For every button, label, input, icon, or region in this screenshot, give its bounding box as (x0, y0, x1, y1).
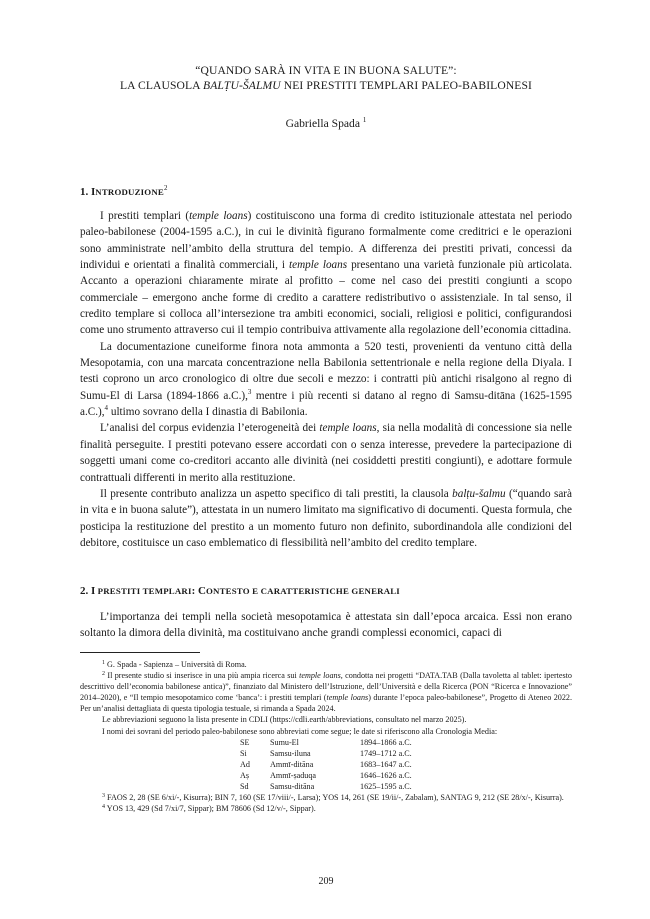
kings-table (240, 737, 412, 792)
paragraph: Il presente contributo analizza un aspetto specifico di tali prestiti, la clausola balṭu-šalmu (“quando sarà in vita e in buona salute”), attestata in un numero limitato ma significativo di documenti. Questa formula, che posticipa la restituzione del prestito a un momento futuro non definito, subordinandola alle condizioni del debitore, costituisce un caso emblematico di flessibilità nell’ambito del credito templare. (80, 487, 572, 549)
footnote-ref[interactable]: 3 (247, 387, 252, 396)
footnote-kings-intro: I nomi dei sovrani del periodo paleo-babilonese sono abbreviati come segue; le date si riferiscono alla Cronologia Media: (102, 726, 498, 736)
title-line-2: LA CLAUSOLA BALṬU-ŠALMU NEI PRESTITI TEMPLARI PALEO-BABILONESI (120, 79, 532, 92)
title-line-1: “QUANDO SARÀ IN VITA E IN BUONA SALUTE”: (195, 64, 457, 77)
article-title (80, 63, 572, 93)
footnotes (80, 659, 572, 814)
section-2-body (80, 609, 572, 642)
footnote-4: $^4$ YOS 13, 429 (Sd 7/xi/7, Sippar); BM 78606 (Sd 12/v/-, Sippar). (102, 804, 316, 814)
paragraph: La documentazione cuneiforme finora nota ammonta a 520 testi, provenienti da ventuno città della Mesopotamia, con una marcata concentrazione nella Babilonia settentrionale e nella regione della Diyala. I testi coprono un arco cronologico di oltre due secoli e mezzo: i contratti più antichi risalgono al regno di Sumu-El di Larsa (1894-1866 a.C.),$^3$ mentre i più recenti si datano al regno di Samsu-ditāna (1625-1595 a.C.),$^4$ ultimo sovrano della I dinastia di Babilonia. (80, 340, 573, 419)
table-row: Sd Samsu-ditāna 1625–1595 a.C. (240, 782, 412, 792)
table-row: Si Samsu-iluna 1749–1712 a.C. (240, 748, 412, 758)
paper-page (80, 0, 572, 919)
footnote-separator (80, 652, 200, 653)
footnote-3: $^3$ FAOS 2, 28 (SE 6/xi/-, Kisurra); BIN 7, 160 (SE 17/viii/-, Larsa); YOS 14, 261 (SE 19/ii/-, Zabalam), SANTAG 9, 212 (SE 28/x/-, Kisurra). (102, 793, 564, 803)
section-heading-2: 2. I PRESTITI TEMPLARI: CONTESTO E CARATTERISTICHE GENERALI (80, 585, 400, 597)
footnote-ref[interactable]: 4 (104, 404, 109, 413)
section-footnote-ref[interactable]: 2 (163, 184, 168, 192)
table-row: Aṣ Ammī-ṣaduqa 1646–1626 a.C. (240, 770, 412, 780)
footnote-1: $^1$ G. Spada - Sapienza – Università di Roma. (102, 660, 247, 669)
footnote-abbreviations: Le abbreviazioni seguono la lista presente in CDLI (https://cdli.earth/abbreviations, consultato nel marzo 2025). (102, 715, 467, 725)
paragraph: I prestiti templari (temple loans) costituiscono una forma di credito istituzionale attestata nel periodo paleo-babilonese (2004-1595 a.C.), in cui le divinità figurano formalmente come creditrici e le operazioni sono amministrate nell’ambito della struttura del tempio. A differenza dei prestiti privati, concessi da individui e orientati a finalità commerciali, i temple loans presentano una varietà funzionale più articolata. Accanto a operazioni chiaramente mirate al profitto – come nel caso dei prestiti congiunti a scopo commerciale – emergono anche forme di credito a carattere redistributivo o assistenziale. In tal senso, il credito templare si colloca all’intersezione tra ambiti economici, sociali, religiosi e politici, configurandosi come uno strumento attraverso cui il tempio contribuiva attivamente alla regolazione dell’economia cittadina. (80, 210, 572, 337)
paragraph: L’importanza dei templi nella società mesopotamica è attestata sin dall’epoca arcaica. Essi non erano soltanto la dimora della divinità, ma costituivano anche grandi complessi economici, capaci di (80, 611, 572, 640)
section-1-body (80, 208, 572, 551)
table-row: Ad Ammī-ditāna 1683–1647 a.C. (240, 759, 412, 769)
page-number: 209 (318, 876, 334, 887)
section-heading-1: 1. INTRODUZIONE$^2$ (80, 184, 168, 198)
author-line (80, 116, 572, 130)
author-name: Gabriella Spada (285, 117, 360, 130)
table-row: SE Sumu-El 1894–1866 a.C. (240, 737, 412, 747)
paragraph: L’analisi del corpus evidenzia l’eterogeneità dei temple loans, sia nella modalità di concessione sia nelle finalità perseguite. I prestiti potevano essere accordati con o senza interesse, prevedere la partecipazione di soggetti umani come co-creditori accanto alle divinità (nei cosiddetti prestiti congiunti), e adottare formule contrattuali differenti in merito alla restituzione. (80, 422, 572, 484)
title-italic-term: BALṬU-ŠALMU (203, 79, 281, 92)
footnote-2: $^2$ Il presente studio si inserisce in una più ampia ricerca sui temple loans, condotta nei progetti “DATA.TAB (Dalla tavoletta al tablet: ipertesto descrittivo dell’economia babilonese antica)”, finanziato dal Ministero dell’Istruzione, dell’Università e della Ricerca (PON “Ricerca e Innovazione” 2014–2020), e “Il tempio mesopotamico come ‘banca’: i prestiti templari (temple loans) durante l’epoca paleo-babilonese”, Progetto di Ateneo 2022. Per un’analisi dettagliata di questa tipologia testuale, si rimanda a Spada 2024. (80, 671, 572, 714)
author-footnote-ref[interactable]: 1 (362, 116, 367, 124)
